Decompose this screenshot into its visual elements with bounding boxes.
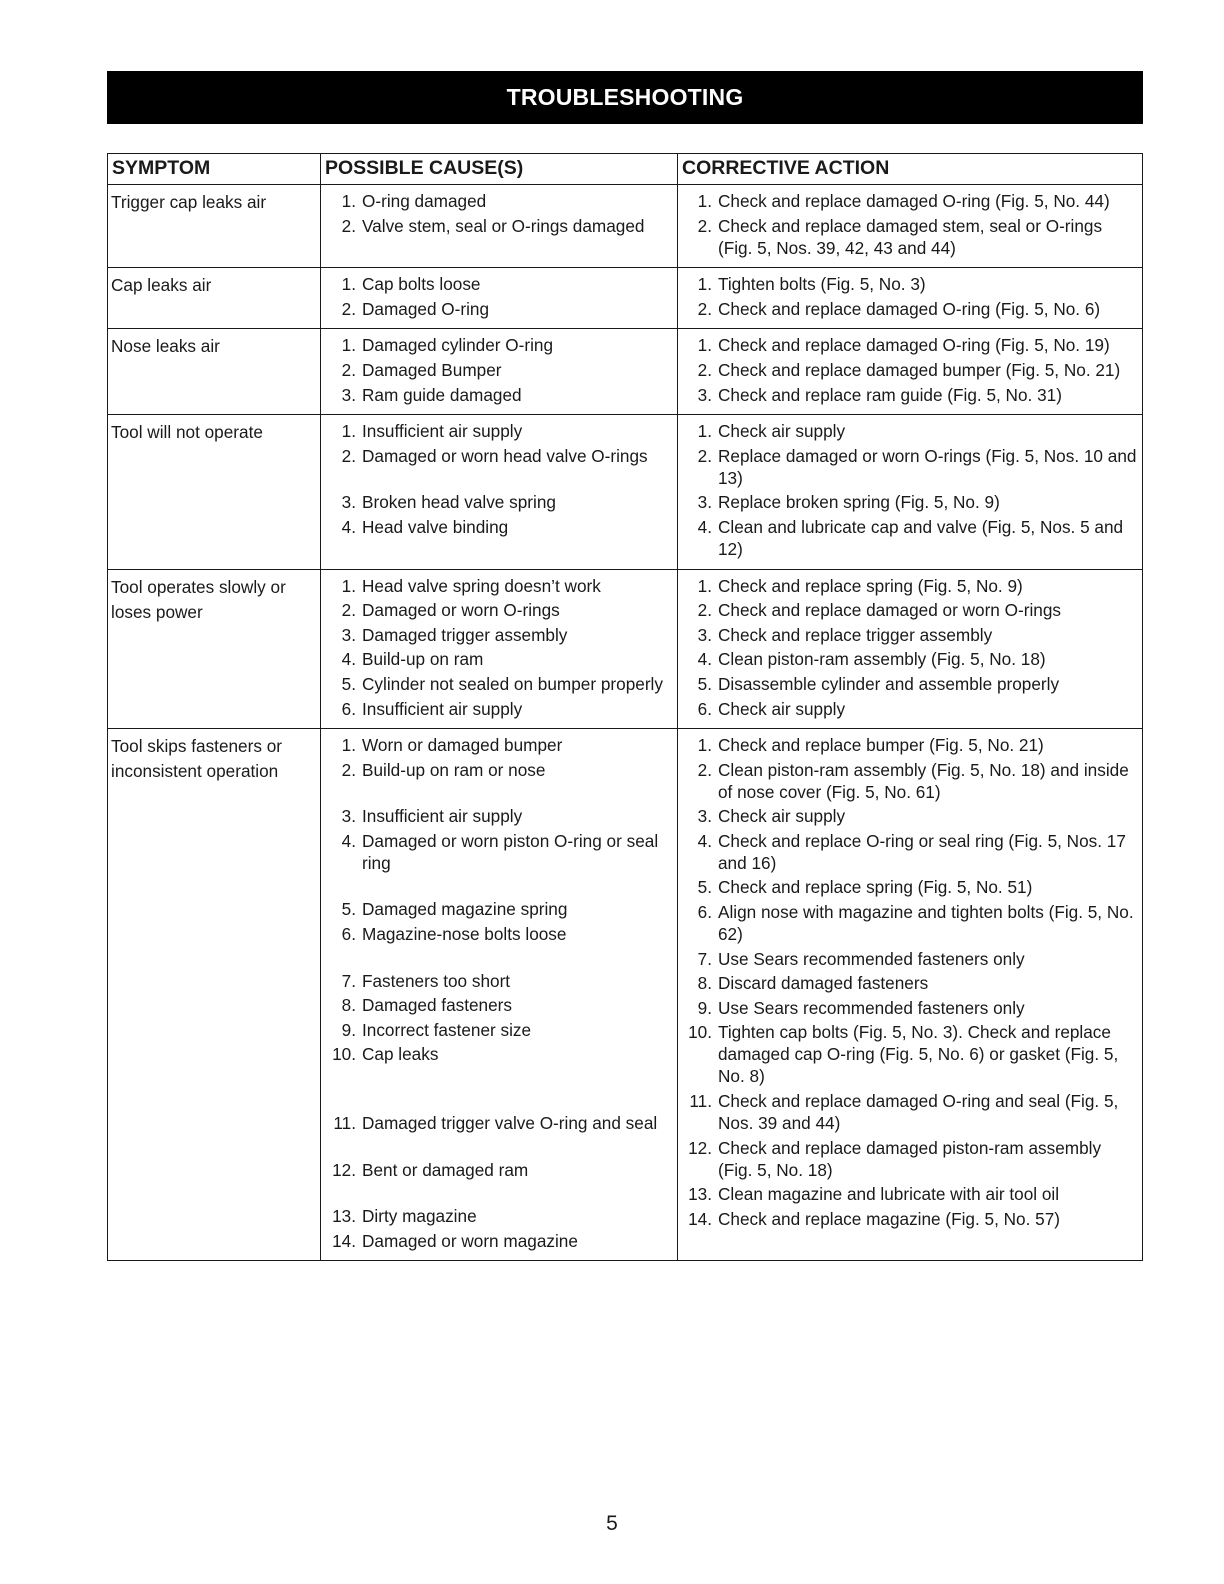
cause-item (324, 970, 673, 992)
action-item (681, 805, 1138, 827)
item-text: Damaged cylinder O-ring (362, 335, 554, 356)
cause-item (324, 648, 673, 670)
item-text: Check air supply (718, 421, 846, 442)
action-item (681, 1183, 1138, 1205)
cause-item (324, 190, 673, 212)
cause-item (324, 805, 673, 827)
item-number: 6. (341, 698, 356, 719)
action-item (681, 759, 1138, 803)
item-number: 1. (697, 421, 712, 442)
item-text: Check and replace damaged O-ring and seal (Fig. 5, Nos. 39 and 44) (718, 1091, 1119, 1134)
item-text: Replace broken spring (Fig. 5, No. 9) (718, 492, 1000, 513)
item-text: Align nose with magazine and tighten bolts (Fig. 5, No. 62) (718, 902, 1134, 945)
action-item (681, 516, 1138, 560)
item-text: Check air supply (718, 698, 846, 719)
action-item (681, 599, 1138, 621)
action-item (681, 215, 1138, 259)
item-number: 1. (341, 575, 356, 596)
item-number: 3. (341, 384, 356, 405)
cause-item (324, 1043, 673, 1065)
action-item (681, 420, 1138, 442)
item-number: 3. (697, 624, 712, 645)
item-number: 2. (341, 445, 356, 466)
item-number: 1. (341, 735, 356, 756)
item-text: Use Sears recommended fasteners only (718, 997, 1025, 1018)
item-number: 7. (341, 970, 356, 991)
action-list (681, 734, 1138, 1230)
action-item (681, 273, 1138, 295)
item-text: Check and replace spring (Fig. 5, No. 9) (718, 575, 1023, 596)
cause-item (324, 215, 673, 237)
item-number: 1. (341, 335, 356, 356)
action-item (681, 359, 1138, 381)
action-list (681, 190, 1138, 259)
item-text: Damaged Bumper (362, 359, 502, 380)
cause-item (324, 445, 673, 467)
item-number: 5. (341, 673, 356, 694)
table-row (108, 729, 1143, 1261)
possible-cause-cell (321, 569, 678, 729)
cause-item (324, 759, 673, 781)
item-text: Fasteners too short (362, 970, 511, 991)
item-number: 4. (697, 649, 712, 670)
cause-item (324, 923, 673, 945)
item-number: 14. (688, 1208, 712, 1229)
item-number: 11. (689, 1091, 712, 1112)
item-number: 2. (341, 215, 356, 236)
action-item (681, 901, 1138, 945)
item-number: 2. (697, 359, 712, 380)
item-text: Discard damaged fasteners (718, 973, 929, 994)
item-text: Tighten cap bolts (Fig. 5, No. 3). Check and replace damaged cap O-ring (Fig. 5, No. 6) or gasket (Fig. 5, No. 8) (718, 1022, 1119, 1087)
item-number: 4. (341, 516, 356, 537)
cause-item (324, 830, 673, 874)
item-number: 3. (697, 384, 712, 405)
cause-item (324, 898, 673, 920)
cause-item (324, 624, 673, 646)
item-text: Insufficient air supply (362, 806, 523, 827)
item-number: 4. (697, 516, 712, 537)
item-number: 4. (697, 830, 712, 851)
cause-list (324, 420, 673, 538)
item-number: 6. (697, 698, 712, 719)
action-item (681, 190, 1138, 212)
cause-item (324, 273, 673, 295)
cause-item (324, 420, 673, 442)
table-row (108, 185, 1143, 268)
corrective-action-cell (678, 729, 1143, 1261)
item-text: Clean piston-ram assembly (Fig. 5, No. 18) and inside of nose cover (Fig. 5, No. 61) (718, 759, 1129, 802)
item-text: Build-up on ram (362, 649, 484, 670)
item-text: Head valve binding (362, 516, 509, 537)
item-text: Check and replace damaged O-ring (Fig. 5, No. 6) (718, 298, 1101, 319)
action-item (681, 1021, 1138, 1087)
item-number: 13. (688, 1184, 712, 1205)
item-number: 2. (697, 298, 712, 319)
item-text: Clean magazine and lubricate with air tool oil (718, 1184, 1060, 1205)
cause-item (324, 491, 673, 513)
cause-item (324, 1159, 673, 1181)
item-number: 5. (697, 877, 712, 898)
item-number: 2. (341, 759, 356, 780)
item-number: 5. (697, 673, 712, 694)
action-item (681, 830, 1138, 874)
item-number: 2. (697, 759, 712, 780)
item-number: 12. (332, 1159, 356, 1180)
troubleshooting-table (107, 153, 1143, 1261)
item-number: 9. (697, 997, 712, 1018)
cause-item (324, 1019, 673, 1041)
symptom-cell: Nose leaks air (108, 329, 321, 415)
cause-item (324, 1230, 673, 1252)
action-item (681, 1137, 1138, 1181)
action-item (681, 648, 1138, 670)
item-number: 6. (341, 924, 356, 945)
item-number: 3. (697, 806, 712, 827)
item-number: 3. (341, 624, 356, 645)
page-number: 5 (606, 1512, 618, 1535)
item-text: Cylinder not sealed on bumper properly (362, 673, 663, 694)
item-text: Head valve spring doesn’t work (362, 575, 601, 596)
symptom-cell: Tool skips fasteners or inconsistent operation (108, 729, 321, 1261)
cause-item (324, 384, 673, 406)
item-text: Clean piston-ram assembly (Fig. 5, No. 18) (718, 649, 1046, 670)
corrective-action-cell (678, 329, 1143, 415)
action-item (681, 734, 1138, 756)
item-number: 2. (341, 298, 356, 319)
item-number: 10. (688, 1022, 712, 1043)
corrective-action-cell (678, 569, 1143, 729)
item-number: 1. (697, 735, 712, 756)
item-number: 2. (697, 215, 712, 236)
item-text: Check and replace spring (Fig. 5, No. 51) (718, 877, 1033, 898)
item-text: Cap leaks (362, 1044, 439, 1065)
item-text: Damaged magazine spring (362, 899, 568, 920)
item-number: 9. (341, 1019, 356, 1040)
action-item (681, 997, 1138, 1019)
possible-cause-cell (321, 185, 678, 268)
item-text: Check and replace magazine (Fig. 5, No. 57) (718, 1208, 1061, 1229)
cause-item (324, 599, 673, 621)
item-text: Damaged or worn O-rings (362, 600, 560, 621)
item-number: 3. (341, 806, 356, 827)
item-text: Valve stem, seal or O-rings damaged (362, 215, 645, 236)
item-text: Broken head valve spring (362, 492, 556, 513)
item-number: 1. (697, 335, 712, 356)
item-number: 1. (697, 191, 712, 211)
item-text: Dirty magazine (362, 1206, 477, 1227)
action-item (681, 876, 1138, 898)
item-number: 1. (341, 274, 356, 295)
item-number: 4. (341, 649, 356, 670)
action-list (681, 420, 1138, 560)
item-text: Disassemble cylinder and assemble properly (718, 673, 1060, 694)
action-item (681, 624, 1138, 646)
item-number: 2. (341, 359, 356, 380)
item-text: Damaged trigger valve O-ring and seal (362, 1113, 658, 1134)
item-text: Bent or damaged ram (362, 1159, 529, 1180)
item-text: Worn or damaged bumper (362, 735, 563, 756)
header-possible-causes: POSSIBLE CAUSE(S) (321, 154, 678, 185)
item-number: 4. (341, 830, 356, 851)
item-text: Tighten bolts (Fig. 5, No. 3) (718, 274, 926, 295)
item-number: 5. (341, 899, 356, 920)
action-item (681, 673, 1138, 695)
item-number: 2. (697, 445, 712, 466)
table-header-row (108, 154, 1143, 185)
item-number: 6. (697, 902, 712, 923)
item-text: Insufficient air supply (362, 421, 523, 442)
cause-item (324, 734, 673, 756)
table-row (108, 415, 1143, 569)
possible-cause-cell (321, 729, 678, 1261)
item-text: Check and replace damaged O-ring (Fig. 5, No. 19) (718, 335, 1110, 356)
item-text: Check and replace damaged bumper (Fig. 5, No. 21) (718, 359, 1121, 380)
item-number: 11. (333, 1113, 356, 1134)
item-number: 8. (697, 973, 712, 994)
item-text: Insufficient air supply (362, 698, 523, 719)
item-text: Check and replace damaged or worn O-rings (718, 600, 1061, 621)
cause-item (324, 673, 673, 695)
item-number: 1. (697, 575, 712, 596)
action-list (681, 575, 1138, 720)
item-text: Incorrect fastener size (362, 1019, 532, 1040)
item-number: 3. (341, 492, 356, 513)
cause-item (324, 298, 673, 320)
table-body (108, 185, 1143, 1261)
symptom-cell: Cap leaks air (108, 268, 321, 329)
table-row (108, 569, 1143, 729)
corrective-action-cell (678, 185, 1143, 268)
possible-cause-cell (321, 268, 678, 329)
item-text: Check air supply (718, 806, 846, 827)
item-number: 1. (341, 191, 356, 211)
possible-cause-cell (321, 329, 678, 415)
item-text: Clean and lubricate cap and valve (Fig. 5, Nos. 5 and 12) (718, 516, 1124, 559)
item-text: Build-up on ram or nose (362, 759, 546, 780)
item-number: 2. (341, 600, 356, 621)
action-list (681, 273, 1138, 320)
corrective-action-cell (678, 268, 1143, 329)
action-item (681, 1208, 1138, 1230)
item-text: Cap bolts loose (362, 274, 481, 295)
cause-list (324, 334, 673, 405)
cause-item (324, 1205, 673, 1227)
item-number: 8. (341, 995, 356, 1016)
item-text: Damaged or worn head valve O-rings (362, 445, 648, 466)
item-text: Damaged fasteners (362, 995, 512, 1016)
action-item (681, 491, 1138, 513)
action-item (681, 334, 1138, 356)
symptom-cell: Trigger cap leaks air (108, 185, 321, 268)
item-text: Damaged or worn magazine (362, 1230, 578, 1251)
cause-list (324, 575, 673, 720)
item-number: 3. (697, 492, 712, 513)
item-number: 7. (697, 948, 712, 969)
table-row (108, 268, 1143, 329)
item-text: Check and replace O-ring or seal ring (Fig. 5, Nos. 17 and 16) (718, 830, 1126, 873)
item-text: Check and replace trigger assembly (718, 624, 993, 645)
item-text: Check and replace damaged piston-ram assembly (Fig. 5, No. 18) (718, 1137, 1102, 1180)
item-text: Check and replace bumper (Fig. 5, No. 21) (718, 735, 1044, 756)
action-item (681, 384, 1138, 406)
header-corrective-action: CORRECTIVE ACTION (678, 154, 1143, 185)
action-item (681, 445, 1138, 489)
item-text: O-ring damaged (362, 191, 487, 211)
item-number: 2. (697, 600, 712, 621)
item-text: Damaged O-ring (362, 298, 490, 319)
cause-item (324, 516, 673, 538)
cause-list (324, 190, 673, 237)
cause-list (324, 273, 673, 320)
item-number: 14. (332, 1230, 356, 1251)
cause-item (324, 1112, 673, 1134)
action-item (681, 575, 1138, 597)
item-text: Check and replace damaged stem, seal or O-rings (Fig. 5, Nos. 39, 42, 43 and 44) (718, 215, 1103, 258)
item-text: Check and replace ram guide (Fig. 5, No. 31) (718, 384, 1062, 405)
action-item (681, 1090, 1138, 1134)
action-item (681, 972, 1138, 994)
item-number: 1. (341, 421, 356, 442)
symptom-cell: Tool operates slowly or loses power (108, 569, 321, 729)
action-list (681, 334, 1138, 405)
item-text: Check and replace damaged O-ring (Fig. 5, No. 44) (718, 191, 1110, 211)
cause-item (324, 698, 673, 720)
cause-list (324, 734, 673, 1252)
page-title: TROUBLESHOOTING (107, 71, 1143, 124)
header-symptom: SYMPTOM (108, 154, 321, 185)
item-number: 1. (697, 274, 712, 295)
item-text: Damaged trigger assembly (362, 624, 568, 645)
item-text: Magazine-nose bolts loose (362, 924, 567, 945)
item-number: 10. (332, 1044, 356, 1065)
cause-item (324, 994, 673, 1016)
possible-cause-cell (321, 415, 678, 569)
item-text: Use Sears recommended fasteners only (718, 948, 1025, 969)
item-number: 13. (332, 1206, 356, 1227)
action-item (681, 948, 1138, 970)
item-text: Replace damaged or worn O-rings (Fig. 5, Nos. 10 and 13) (718, 445, 1137, 488)
table-row (108, 329, 1143, 415)
symptom-cell: Tool will not operate (108, 415, 321, 569)
item-text: Ram guide damaged (362, 384, 522, 405)
cause-item (324, 334, 673, 356)
item-number: 12. (688, 1137, 712, 1158)
corrective-action-cell (678, 415, 1143, 569)
action-item (681, 298, 1138, 320)
cause-item (324, 359, 673, 381)
cause-item (324, 575, 673, 597)
item-text: Damaged or worn piston O-ring or seal ring (362, 830, 659, 873)
action-item (681, 698, 1138, 720)
